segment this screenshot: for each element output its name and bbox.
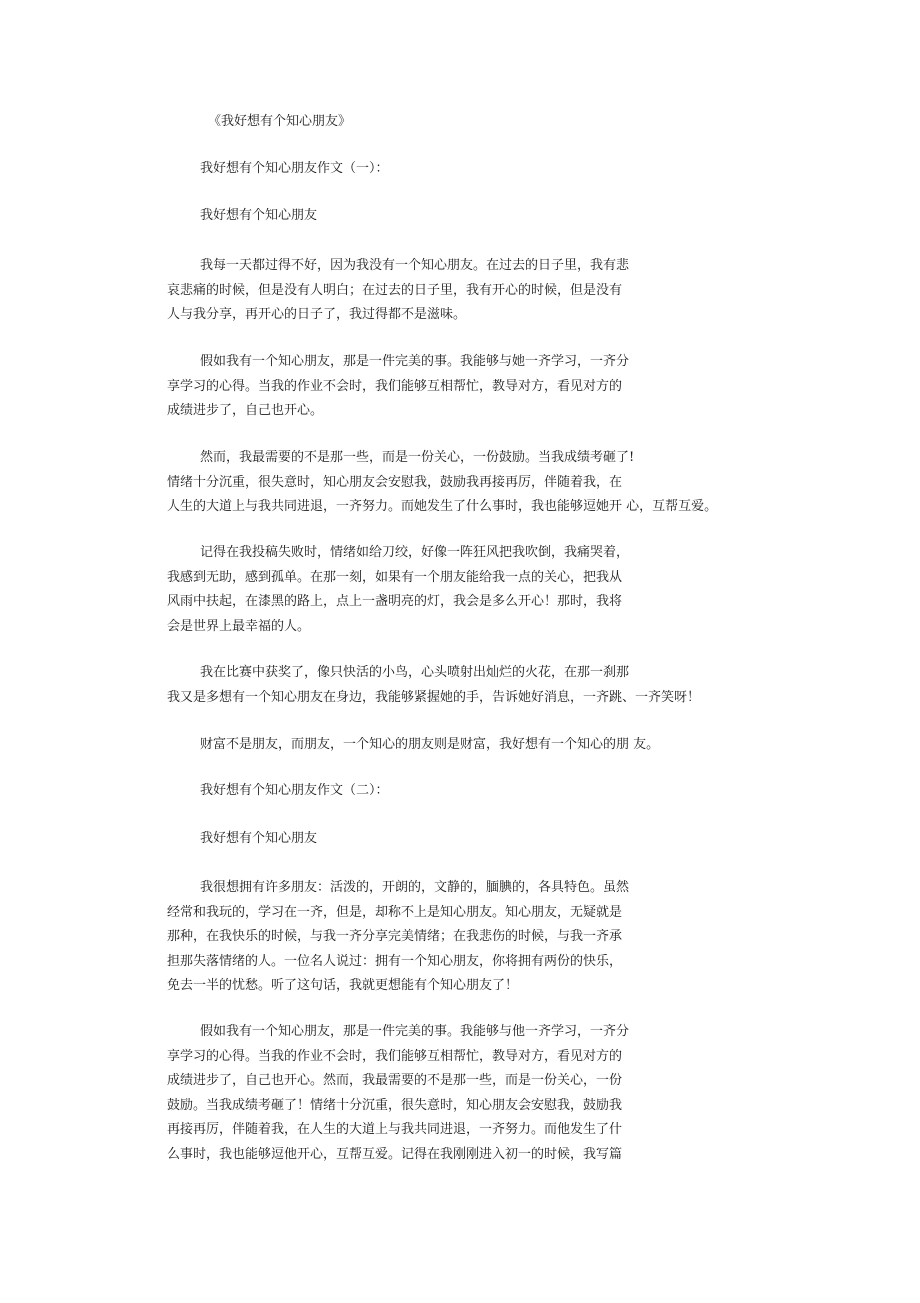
paragraph-line: 风雨中扶起，在漆黑的路上，点上一盏明亮的灯，我会是多么开心！那时，我将 xyxy=(167,594,623,609)
paragraph-line: 人生的大道上与我共同进退，一齐努力。而她发生了什么事时，我也能够逗她开 心，互帮互爱。 xyxy=(167,499,718,514)
section1-paragraph-2 xyxy=(167,350,757,424)
paragraph-line: 我很想拥有许多朋友：活泼的，开朗的，文静的，腼腆的，各具特色。虽然 xyxy=(200,880,630,895)
paragraph-line: 然而，我最需要的不是那一些，而是一份关心，一份鼓励。当我成绩考砸了! xyxy=(200,450,635,465)
paragraph-line: 再接再厉，伴随着我，在人生的大道上与我共同进退，一齐努力。而他发生了什 xyxy=(167,1122,623,1137)
paragraph-line: 会是世界上最幸福的人。 xyxy=(167,618,311,634)
paragraph-line: 担那失落情绪的人。一位名人说过：拥有一个知心朋友，你将拥有两份的快乐， xyxy=(167,953,623,969)
section1-subtitle: 我好想有个知心朋友 xyxy=(200,208,318,223)
section2-heading: 我好想有个知心朋友作文（二）： xyxy=(200,783,389,798)
section1-paragraph-3 xyxy=(167,446,757,520)
paragraph-line: 享学习的心得。当我的作业不会时，我们能够互相帮忙，教导对方，看见对方的 xyxy=(167,378,623,394)
paragraph-line: 经常和我玩的，学习在一齐，但是，却称不上是知心朋友。知心朋友，无疑就是 xyxy=(167,904,623,920)
paragraph-line: 我每一天都过得不好，因为我没有一个知心朋友。在过去的日子里，我有悲 xyxy=(200,258,630,273)
paragraph-line: 我又是多想有一个知心朋友在身边，我能够紧握她的手，告诉她好消息，一齐跳、一齐笑呀！ xyxy=(167,689,701,705)
paragraph-line: 免去一半的忧愁。听了这句话，我就更想能有个知心朋友了！ xyxy=(167,978,519,993)
paragraph-line: 鼓励。当我成绩考砸了！情绪十分沉重，很失意时，知心朋友会安慰我，鼓励我 xyxy=(167,1097,623,1113)
paragraph-line: 成绩进步了，自己也开心。 xyxy=(167,403,324,418)
paragraph-line: 那种，在我快乐的时候，与我一齐分享完美情绪；在我悲伤的时候，与我一齐承 xyxy=(167,929,623,944)
paragraph-line: 假如我有一个知心朋友，那是一件完美的事。我能够与她一齐学习，一齐分 xyxy=(200,354,630,369)
paragraph-line: 我感到无助，感到孤单。在那一刻，如果有一个朋友能给我一点的关心，把我从 xyxy=(167,569,623,585)
paragraph-line: 假如我有一个知心朋友，那是一件完美的事。我能够与他一齐学习，一齐分 xyxy=(200,1024,630,1039)
paragraph-line: 财富不是朋友，而朋友，一个知心的朋友则是财富，我好想有一个知心的朋 友。 xyxy=(200,737,660,752)
section2-subtitle: 我好想有个知心朋友 xyxy=(200,831,318,846)
paragraph-line: 么事时，我也能够逗他开心，互帮互爱。记得在我刚刚进入初一的时候，我写篇 xyxy=(167,1146,623,1162)
section2-paragraph-1 xyxy=(167,876,757,999)
paragraph-line: 人与我分享，再开心的日子了，我过得都不是滋味。 xyxy=(167,307,467,322)
document-title: 《我好想有个知心朋友》 xyxy=(208,114,352,129)
section1-paragraph-6 xyxy=(167,733,757,758)
paragraph-line: 哀悲痛的时候，但是没有人明白；在过去的日子里，我有开心的时候，但是没有 xyxy=(167,282,623,298)
paragraph-line: 成绩进步了，自己也开心。然而，我最需要的不是那一些，而是一份关心，一份 xyxy=(167,1073,623,1088)
section2-paragraph-2 xyxy=(167,1020,757,1167)
paragraph-line: 享学习的心得。当我的作业不会时，我们能够互相帮忙，教导对方，看见对方的 xyxy=(167,1048,623,1064)
section1-paragraph-4 xyxy=(167,541,757,639)
section1-heading: 我好想有个知心朋友作文（一）： xyxy=(200,161,389,176)
paragraph-line: 情绪十分沉重，很失意时，知心朋友会安慰我，鼓励我再接再厉，伴随着我，在 xyxy=(167,474,623,490)
section1-paragraph-1 xyxy=(167,254,757,328)
section1-paragraph-5 xyxy=(167,661,757,710)
paragraph-line: 我在比赛中获奖了，像只快活的小鸟，心头喷射出灿烂的火花，在那一刹那 xyxy=(200,665,630,680)
paragraph-line: 记得在我投稿失败时，情绪如给刀绞，好像一阵狂风把我吹倒，我痛哭着， xyxy=(200,545,630,560)
